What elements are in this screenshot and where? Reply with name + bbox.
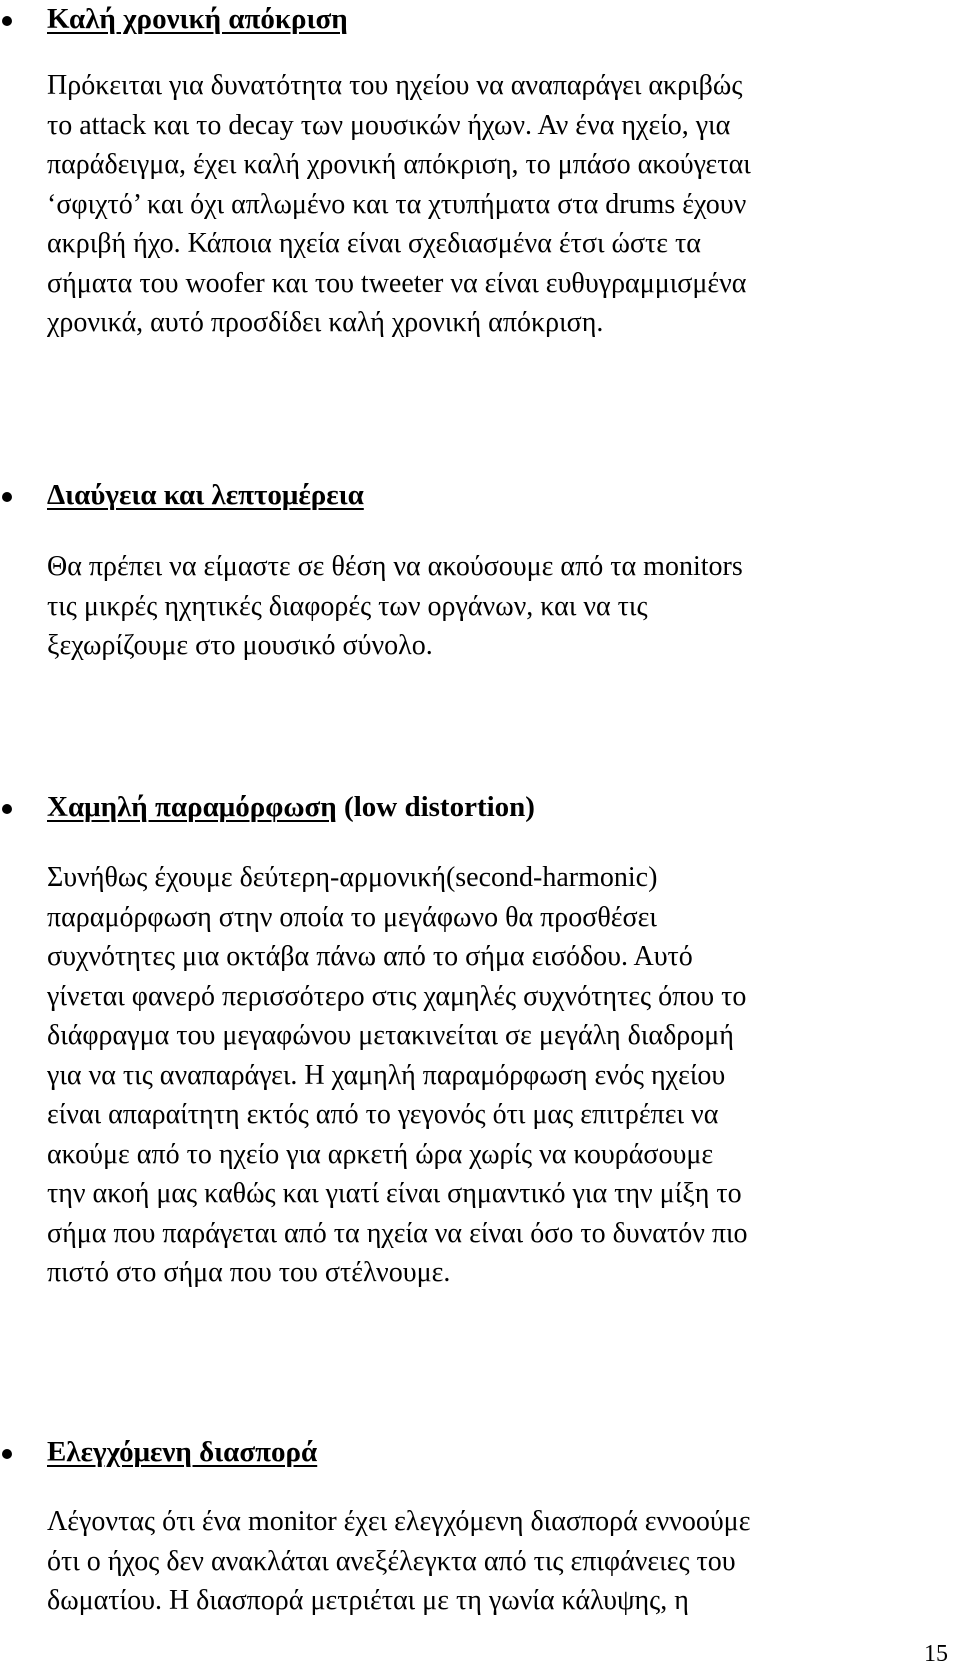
body-line: Λέγοντας ότι ένα monitor έχει ελεγχόμενη διασπορά εννοούμε [47,1506,751,1537]
section-body [47,858,947,1293]
bullet-icon [2,1449,12,1459]
bullet-icon [2,804,12,814]
body-line: παράδειγμα, έχει καλή χρονική απόκριση, το μπάσο ακούγεται [47,149,751,180]
body-line: συχνότητες μια οκτάβα πάνω από το σήμα εισόδου. Αυτό [47,941,693,972]
section-body [47,1502,947,1621]
body-line: παραμόρφωση στην οποία το μεγάφωνο θα προσθέσει [47,901,657,933]
body-line: Συνήθως έχουμε δεύτερη-αρμονική(second-harmonic) [47,862,658,893]
section-body [47,66,947,343]
section-body [47,547,947,666]
bullet-icon [2,492,12,502]
body-line: είναι απαραίτητη εκτός από το γεγονός ότι μας επιτρέπει να [47,1099,719,1130]
body-line: ‘σφιχτό’ και όχι απλωμένο και τα χτυπήματα στα drums έχουν [47,188,747,220]
body-line: ξεχωρίζουμε στο μουσικό σύνολο. [47,630,433,661]
body-line: το attack και το decay των μουσικών ήχων. Αν ένα ηχείο, για [47,109,731,141]
section-heading: Καλή χρονική απόκριση [47,3,348,35]
section-heading: Ελεγχόμενη διασπορά [47,1436,318,1468]
body-line: διάφραγμα του μεγαφώνου μετακινείται σε μεγάλη διαδρομή [47,1020,734,1051]
body-line: χρονικά, αυτό προσδίδει καλή χρονική απόκριση. [47,307,604,338]
body-line: ακούμε από το ηχείο για αρκετή ώρα χωρίς να κουράσουμε [47,1138,714,1170]
page-number: 15 [924,1641,948,1667]
body-line: Θα πρέπει να είμαστε σε θέση να ακούσουμε από τα monitors [47,551,743,582]
body-line: πιστό στο σήμα που του στέλνουμε. [47,1257,451,1288]
body-line: την ακοή μας καθώς και γιατί είναι σημαντικό για την μίξη το [47,1178,742,1209]
body-line: σήμα που παράγεται από τα ηχεία να είναι όσο το δυνατόν πιο [47,1217,748,1249]
section-heading: Χαμηλή παραμόρφωση (low distortion) [47,791,535,823]
body-line: ότι ο ήχος δεν ανακλάται ανεξέλεγκτα από τις επιφάνειες του [47,1545,736,1577]
body-line: δωματίου. Η διασπορά μετριέται με τη γωνία κάλυψης, η [47,1585,689,1616]
body-line: σήματα του woofer και του tweeter να είναι ευθυγραμμισμένα [47,267,747,299]
body-line: τις μικρές ηχητικές διαφορές των οργάνων, και να τις [47,590,648,622]
bullet-icon [2,16,12,26]
body-line: για να τις αναπαράγει. Η χαμηλή παραμόρφωση ενός ηχείου [47,1059,726,1091]
body-line: ακριβή ήχο. Κάποια ηχεία είναι σχεδιασμένα έτσι ώστε τα [47,228,701,259]
body-line: Πρόκειται για δυνατότητα του ηχείου να αναπαράγει ακριβώς [47,70,743,101]
body-line: γίνεται φανερό περισσότερο στις χαμηλές συχνότητες όπου το [47,980,747,1012]
section-heading: Διαύγεια και λεπτομέρεια [47,479,364,511]
